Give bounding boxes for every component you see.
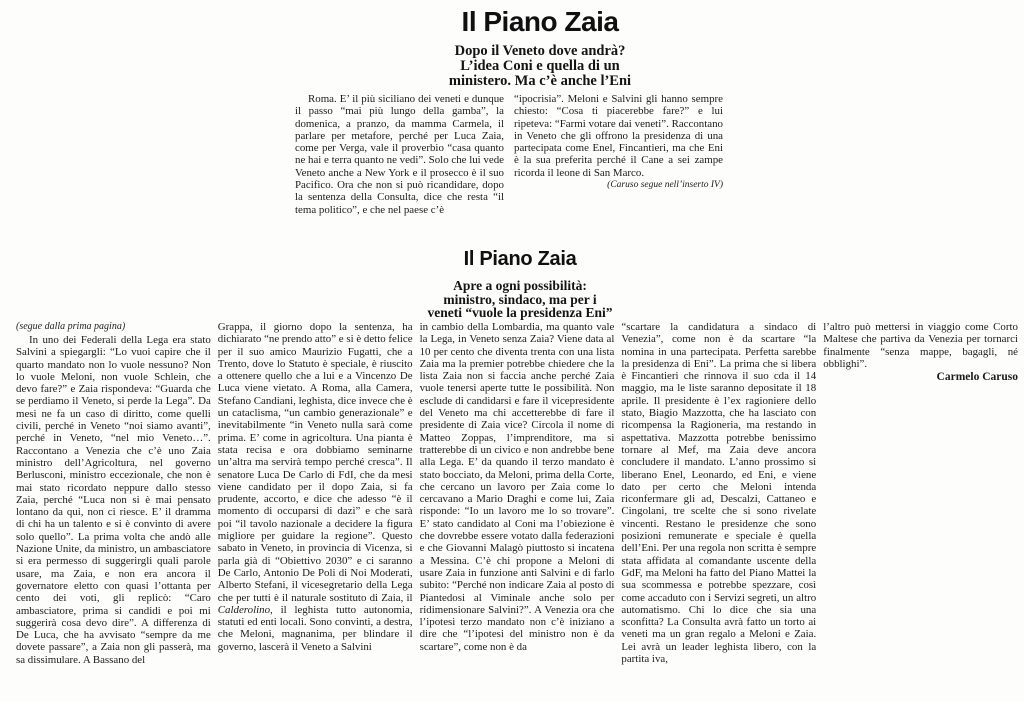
- article-subtitle-top: [320, 44, 760, 89]
- top-article-column-2: [514, 93, 723, 216]
- bottom-article-columns: [16, 321, 1018, 701]
- bottom-column-3-text: in cambio della Lombardia, ma quanto vale la Lega, in Veneto senza Zaia? Viene data al 10 per cento che diventa trenta con una lista Zaia ma la premier potrebbe chiedere che la lista Zaia non si faccia anche perché Zaia vuole tenersi aperte tutte le possibilità. Non esclude di candidarsi e fare il vicepresidente del Veneto ma chi accetterebbe di fare il presidente di Zaia vice? Circola il nome di Matteo Zoppas, l’imprenditore, ma si tratterebbe di un civico e non andrebbe bene alla Lega. E’ da quando il terzo mandato è stato bocciato, da Meloni, prima della Corte, che cercano un lavoro per Zaia come lo cercavano a Mario Draghi e come lui, Zaia risponde: “Io un lavoro me lo so trovare”. E’ stato candidato al Coni ma l’obiezione è che dovrebbe essere votato dalla federazioni e che Giovanni Malagò piuttosto si incatena a Messina. C’è chi propone a Meloni di usare Zaia in funzione anti Salvini e di farlo subito: “Perché non indicare Zaia al posto di Piantedosi al Viminale anche solo per ridimensionare Salvini?”. A Venezia ora che l’ipotesi terzo mandato non c’è iniziano a dire che “l’ipotesi del ministro non è da scartare”, come non è da: [419, 321, 615, 653]
- byline: Carmelo Caruso: [936, 371, 1018, 384]
- bottom-column-2-italic-term: Calderolino: [217, 603, 271, 616]
- bottom-column-1-text: In uno dei Federali della Lega era stato Salvini a spiegargli: “Lo vuoi capire che il quarto mandato non lo vuole nessuno? Non lo vuole Meloni, non vuole Schlein, che devo fare?” e Zaia rispondeva: “Guarda che se perdiamo il Veneto, si perde la Lega”. Da mesi ne fa un caso di diritto, come quelli civili, perché in Veneto “noi siamo avanti”, perché in Veneto, “nel mio Veneto…”. Raccontano a Venezia che c’è uno Zaia ministro dell’Agricoltura, nel governo Berlusconi, ministro eccezionale, che non è mai stato ricordato neppure dallo stesso Zaia, perché “Luca non si è mai pensato lontano da qui, non ci riesce. E’ il dramma di chi ha un talento e si è convinto di avere solo quello”. La prima volta che andò alle Nazione Unite, da ministro, un ambasciatore si era permesso di suggerirgli quali parole usare, ma Zaia, e non era ancora il governatore eletto con quasi l’ottanta per cento dei voti, gli replicò: “Caro ambasciatore, prima si candidi e poi mi suggerirà cosa devo dire”. A differenza di De Luca, che ha avvisato “sempre da me dovete passare”, a Zaia non gli passerà, ma sa dissimulare. A Bassano del: [16, 334, 211, 666]
- top-article-columns: [295, 93, 723, 216]
- bottom-column-5-text: l’altro può mettersi in viaggio come Corto Maltese che partiva da Venezia per tornarci finalmente “senza mappe, bagagli, né obblighi”.: [823, 321, 1018, 370]
- bottom-column-4-text: “scartare la candidatura a sindaco di Venezia”, come non è da scartare “la nomina in una partecipata. Perfetta sarebbe la presidenza di Eni”. La prima che si libera è Fincantieri che rinnova il suo cda il 14 maggio, ma le liste saranno depositate il 18 aprile. Il presidente è l’ex ragioniere dello stato, Biagio Mazzotta, che ha lasciato con ricompensa la Ragioneria, ma restando in aspettativa. Mazzotta potrebbe benissimo tornare al Mef, ma Zaia deve ancora concludere il mandato. L’anno prossimo si liberano Enel, Leonardo, ed Eni, e viene dato per certo che Meloni intenda riconfermare gli ad, Descalzi, Cattaneo e Cingolani, tre scelte che si sono rivelate vincenti. Restano le presidenze che sono posizioni remunerate e speciale è quella dell’Eni. Per una regola non scritta è sempre stata affidata al comandante uscente della GdF, ma Meloni ha fatto del Piano Mattei la sua scommessa e potrebbe spezzare, così come accaduto con i Servizi segreti, un altro automatismo. Chi lo dice che sia una sconfitta? La Consulta avrà fatto un torto ai veneti ma un gran regalo a Meloni e Zaia. Lei avrà un leader leghista libero, con la partita iva,: [621, 321, 817, 666]
- bottom-column-2-text: Grappa, il giorno dopo la sentenza, ha dichiarato “ne prendo atto” e si è detto felice per il suo amico Maurizio Fugatti, che a Trento, dove lo Statuto è speciale, è riuscito a ottenere quello che a lui e a Vincenzo De Luca viene vietato. A Roma, alla Camera, Stefano Candiani, leghista, dice invece che è un cataclisma, “un cambio generazionale” e inevitabilmente “in Veneto nulla sarà come prima. E’ come in agricoltura. Una pianta è stata recisa e ora dobbiamo seminarne un’altra ma servirà tempo perché cresca”. Il senatore Luca De Carlo di FdI, che da mesi viene candidato per il dopo Zaia, si fa prudente, accorto, e dice che adesso “è il momento di occuparsi di dazi” e che sarà poi “il tavolo nazionale a decidere la figura migliore per guidare la regione”. Questo sabato in Veneto, in provincia di Vicenza, si parla già di “Obiettivo 2030” e ci saranno De Carlo, Antonio De Poli di Noi Moderati, Alberto Stefani, il vicesegretario della Lega che per tutti è il naturale sostituto di Zaia, il: [217, 321, 413, 604]
- article-headline-top: Il Piano Zaia: [461, 6, 619, 37]
- subtitle-line: Apre a ogni possibilità:: [453, 278, 587, 293]
- top-article-column-1: [295, 93, 504, 216]
- bottom-article-column-4: [621, 321, 816, 701]
- continuation-note: (Caruso segue nell’inserto IV): [607, 180, 723, 191]
- top-column-1-text: Roma. E’ il più siciliano dei veneti e dunque il passo “mai più lungo della gamba”, la domenica, a pranzo, da mamma Carmela, il parlare per metafore, perché per Luca Zaia, come per Verga, vale il proverbio “casa quanto ne hai e terra quanto ne vedi”. Solo che lui vede Veneto anche a New York e il prosecco è il suo Pacifico. Ora che non si può ricandidare, dopo la sentenza della Consulta, dice che resta “il tema politico”, e che nel paese c’è: [295, 93, 504, 216]
- bottom-article-column-1: [16, 321, 211, 701]
- subtitle-line: L’idea Coni e quella di un: [460, 58, 620, 74]
- bottom-column-2-text-cont: , il leghista tutto autonomia, statuti ed enti locali. Sono convinti, a destra, che Meloni, magnanima, per blindare il governo, lascerà il Veneto a Salvini: [217, 603, 413, 653]
- article-subtitle-inner: [300, 279, 740, 320]
- article-headline-inner: Il Piano Zaia: [463, 248, 577, 270]
- subtitle-line: veneti “vuole la presidenza Eni”: [427, 305, 613, 320]
- bottom-article-column-2: [218, 321, 413, 701]
- subtitle-line: ministero. Ma c’è anche l’Eni: [448, 73, 632, 89]
- top-column-2-text: “ipocrisia”. Meloni e Salvini gli hanno sempre chiesto: “Cosa ti piacerebbe fare?” e lui ripeteva: “Farmi votare dai veneti”. Raccontano in Veneto che gli offrono la presidenza di una partecipata come Enel, Fincantieri, ma che Eni è la sua preferita perché il Cane a sei zampe ricorda il leone di San Marco.: [514, 93, 723, 179]
- bottom-article-column-5: [823, 321, 1018, 701]
- subtitle-line: Dopo il Veneto dove andrà?: [454, 43, 626, 59]
- continued-from-note: (segue dalla prima pagina): [16, 321, 126, 332]
- bottom-article-column-3: [420, 321, 615, 701]
- subtitle-line: ministro, sindaco, ma per i: [443, 291, 597, 307]
